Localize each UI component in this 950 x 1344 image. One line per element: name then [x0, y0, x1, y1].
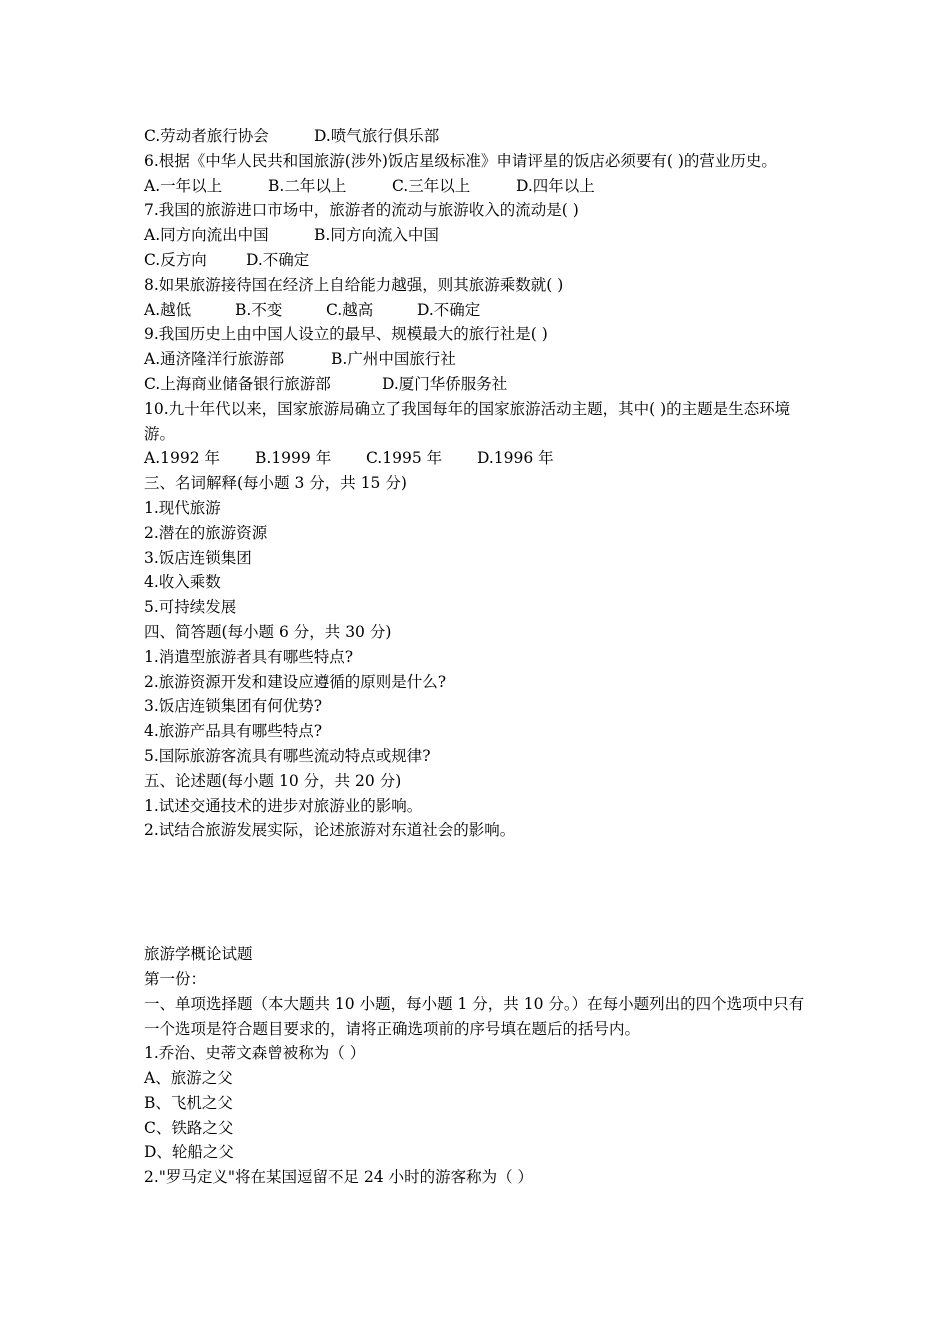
q5-option-c: C.劳动者旅行协会: [144, 127, 269, 145]
q7-options-cd: [144, 248, 812, 273]
q6-option-d: D.四年以上: [516, 176, 595, 195]
q1-option: C、铁路之父: [144, 1118, 234, 1137]
q7-option-a: A.同方向流出中国: [144, 226, 269, 245]
q10-option-a: A.1992 年: [144, 449, 220, 468]
q8-option-a: A.越低: [144, 300, 192, 319]
section4-title: 四、简答题(每小题 6 分，共 30 分): [144, 622, 392, 641]
q10-option-c: C.1995 年: [366, 449, 443, 468]
section4-item: 3.饭店连锁集团有何优势?: [144, 697, 323, 716]
section1-title: 一、单项选择题（本大题共 10 小题，每小题 1 分，共 10 分。）在每小题列出的四个选项中只有一个选项是符合题目要求的，请将正确选项前的序号填在题后的括号内。: [144, 994, 805, 1038]
exam-subtitle: 第一份：: [144, 969, 207, 988]
section4-item: 2.旅游资源开发和建设应遵循的原则是什么?: [144, 672, 447, 691]
q9-option-a: A.通济隆洋行旅游部: [144, 350, 285, 369]
q10-option-d: D.1996 年: [477, 449, 554, 468]
q7-text: 7.我国的旅游进口市场中，旅游者的流动与旅游收入的流动是( ): [144, 201, 579, 220]
q2-text: 2."罗马定义"将在某国逗留不足 24 小时的游客称为（ ）: [144, 1168, 534, 1187]
exam-title: 旅游学概论试题: [144, 945, 253, 964]
q8-options: [144, 298, 812, 323]
q9-option-d: D.厦门华侨服务社: [382, 374, 508, 393]
section5-item: 2.试结合旅游发展实际，论述旅游对东道社会的影响。: [144, 821, 516, 840]
q6-option-b: B.二年以上: [268, 176, 347, 195]
q1-option: B、飞机之父: [144, 1093, 233, 1112]
q9-option-b: B.广州中国旅行社: [331, 350, 456, 369]
q7-options-ab: [144, 223, 812, 248]
q7-option-b: B.同方向流入中国: [314, 226, 439, 245]
section3-item: 5.可持续发展: [144, 598, 237, 617]
q8-option-b: B.不变: [235, 300, 283, 319]
q8-option-d: D.不确定: [417, 300, 481, 319]
section3-item: 2.潜在的旅游资源: [144, 523, 268, 542]
q6-text: 6.根据《中华人民共和国旅游(涉外)饭店星级标准》申请评星的饭店必须要有( )的营业历史。: [144, 151, 777, 170]
section3-item: 1.现代旅游: [144, 498, 221, 517]
section3-item: 3.饭店连锁集团: [144, 548, 252, 567]
q1-option: D、轮船之父: [144, 1143, 234, 1162]
q6-options: [144, 174, 812, 199]
q9-option-c: C.上海商业储备银行旅游部: [144, 374, 331, 393]
section5-title: 五、论述题(每小题 10 分，共 20 分): [144, 771, 402, 790]
q1-text: 1.乔治、史蒂文森曾被称为（ ）: [144, 1044, 366, 1063]
page-spacer: [144, 843, 812, 942]
q10-options: [144, 446, 812, 471]
section3-item: 4.收入乘数: [144, 573, 221, 592]
q8-text: 8.如果旅游接待国在经济上自给能力越强，则其旅游乘数就( ): [144, 275, 564, 294]
q10-text: 10.九十年代以来，国家旅游局确立了我国每年的国家旅游活动主题，其中( )的主题是生态环境游。: [144, 399, 791, 443]
q7-option-d: D.不确定: [246, 250, 310, 269]
q8-option-c: C.越高: [326, 300, 374, 319]
q5-options-cd: [144, 124, 812, 149]
section5-item: 1.试述交通技术的进步对旅游业的影响。: [144, 796, 423, 815]
q6-option-a: A.一年以上: [144, 176, 223, 195]
q10-option-b: B.1999 年: [255, 449, 332, 468]
q9-text: 9.我国历史上由中国人设立的最早、规模最大的旅行社是( ): [144, 325, 548, 344]
q9-options-cd: [144, 372, 812, 397]
q6-option-c: C.三年以上: [392, 176, 471, 195]
q1-option: A、旅游之父: [144, 1069, 233, 1088]
q9-options-ab: [144, 347, 812, 372]
section4-item: 4.旅游产品具有哪些特点?: [144, 722, 323, 741]
section4-item: 5.国际旅游客流具有哪些流动特点或规律?: [144, 746, 431, 765]
document-page: [144, 124, 812, 1190]
q7-option-c: C.反方向: [144, 250, 207, 269]
section3-title: 三、名词解释(每小题 3 分，共 15 分): [144, 474, 407, 493]
section4-item: 1.消遣型旅游者具有哪些特点?: [144, 647, 354, 666]
q5-option-d: D.喷气旅行俱乐部: [314, 127, 440, 145]
